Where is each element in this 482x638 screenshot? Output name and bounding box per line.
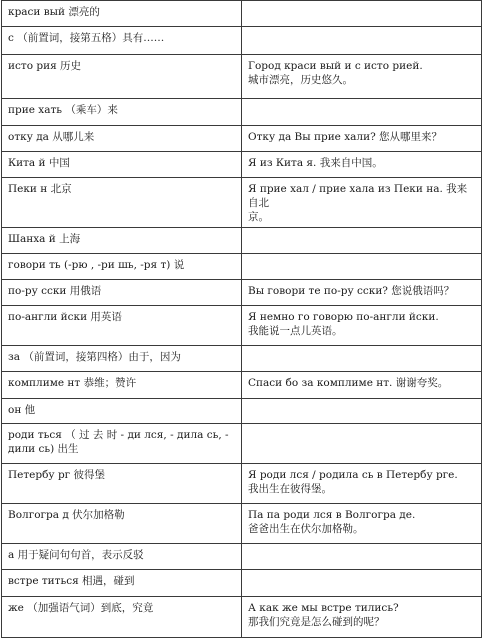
term-cell: [2, 126, 242, 152]
term-cell: [2, 306, 242, 346]
term-text: Петербу рг 彼得堡: [8, 469, 106, 481]
example-cell: [242, 254, 482, 280]
term-text: он 他: [8, 404, 36, 416]
example-text: Я прие хал / прие хала из Пеки на. 我来自北: [248, 183, 468, 209]
table-row: [2, 1, 482, 27]
term-text: отку да 从哪儿来: [8, 131, 95, 143]
table-row: [2, 544, 482, 570]
term-cell: [2, 152, 242, 178]
example-text: Я роди лся / родила сь в Петербу рге.: [248, 469, 458, 481]
example-cell: [242, 152, 482, 178]
example-cell: [242, 55, 482, 99]
example-cell: [242, 126, 482, 152]
example-text: Отку да Вы прие хали? 您从哪里来？: [248, 131, 443, 143]
term-text: по-ру сски 用俄语: [8, 285, 102, 297]
example-cell: [242, 346, 482, 372]
table-row: [2, 99, 482, 126]
term-text: дили сь) 出生: [8, 443, 79, 455]
term-text: Шанха й 上海: [8, 233, 81, 245]
table-row: [2, 570, 482, 597]
table-row: [2, 228, 482, 254]
table-row: [2, 504, 482, 544]
term-text: прие хать （乘车）来: [8, 104, 118, 116]
example-cell: [242, 544, 482, 570]
example-text: Я немно го говорю по-англи йски.: [248, 311, 439, 323]
example-text: Па па роди лся в Волгогра де.: [248, 509, 416, 521]
example-cell: [242, 1, 482, 27]
term-cell: [2, 228, 242, 254]
table-row: [2, 306, 482, 346]
table-row: [2, 424, 482, 464]
term-text: Кита й 中国: [8, 157, 70, 169]
term-text: Пеки н 北京: [8, 183, 72, 195]
term-text: а 用于疑问句句首，表示反驳: [8, 549, 144, 561]
term-cell: [2, 464, 242, 504]
example-cell: [242, 228, 482, 254]
example-cell: [242, 306, 482, 346]
example-text: Я из Кита я. 我来自中国。: [248, 157, 383, 169]
example-text: А как же мы встре тились?: [248, 602, 399, 614]
term-text: исто рия 历史: [8, 60, 82, 72]
example-text: 爸爸出生在伏尔加格勒。: [248, 523, 364, 535]
term-cell: [2, 254, 242, 280]
term-text: же （加强语气词）到底，究竟: [8, 602, 154, 614]
term-cell: [2, 544, 242, 570]
term-cell: [2, 424, 242, 464]
term-cell: [2, 55, 242, 99]
table-row: [2, 178, 482, 228]
term-text: роди ться （ 过 去 时 - ди лся, - дила сь, -: [8, 429, 229, 441]
table-row: [2, 55, 482, 99]
table-row: [2, 27, 482, 55]
term-cell: [2, 178, 242, 228]
example-cell: [242, 399, 482, 424]
example-text: 我出生在彼得堡。: [248, 483, 332, 495]
example-text: Город краси вый и с исто рией.: [248, 60, 423, 72]
table-row: [2, 372, 482, 399]
example-cell: [242, 280, 482, 306]
term-cell: [2, 372, 242, 399]
term-text: комплиме нт 恭维；赞许: [8, 377, 137, 389]
example-text: 京。: [248, 211, 269, 223]
term-cell: [2, 27, 242, 55]
example-text: Спаси бо за комплиме нт. 谢谢夸奖。: [248, 377, 449, 389]
term-cell: [2, 597, 242, 638]
example-cell: [242, 27, 482, 55]
term-text: говори ть (-рю , -ри шь, -ря т) 说: [8, 259, 185, 271]
table-row: [2, 399, 482, 424]
term-cell: [2, 280, 242, 306]
vocabulary-table-body: [2, 1, 482, 638]
example-cell: [242, 99, 482, 126]
term-cell: [2, 504, 242, 544]
term-cell: [2, 99, 242, 126]
table-row: [2, 346, 482, 372]
table-row: [2, 254, 482, 280]
table-row: [2, 280, 482, 306]
example-text: 我能说一点儿英语。: [248, 325, 343, 337]
table-row: [2, 464, 482, 504]
example-text: 那我们究竟是怎么碰到的呢？: [248, 616, 385, 628]
term-text: Волгогра д 伏尔加格勒: [8, 509, 125, 521]
term-text: по-англи йски 用英语: [8, 311, 122, 323]
example-cell: [242, 570, 482, 597]
example-cell: [242, 504, 482, 544]
term-cell: [2, 570, 242, 597]
vocabulary-table: [1, 0, 482, 638]
term-text: с （前置词，接第五格）具有……: [8, 32, 165, 44]
example-cell: [242, 178, 482, 228]
term-text: краси вый 漂亮的: [8, 6, 100, 18]
example-cell: [242, 372, 482, 399]
term-cell: [2, 399, 242, 424]
example-text: Вы говори те по-ру сски? 您说俄语吗？: [248, 285, 455, 297]
example-text: 城市漂亮，历史悠久。: [248, 74, 353, 86]
term-text: за （前置词，接第四格）由于，因为: [8, 351, 181, 363]
term-cell: [2, 346, 242, 372]
term-text: встре титься 相遇，碰到: [8, 575, 135, 587]
example-cell: [242, 424, 482, 464]
example-cell: [242, 464, 482, 504]
table-row: [2, 597, 482, 638]
term-cell: [2, 1, 242, 27]
example-cell: [242, 597, 482, 638]
table-row: [2, 126, 482, 152]
table-row: [2, 152, 482, 178]
